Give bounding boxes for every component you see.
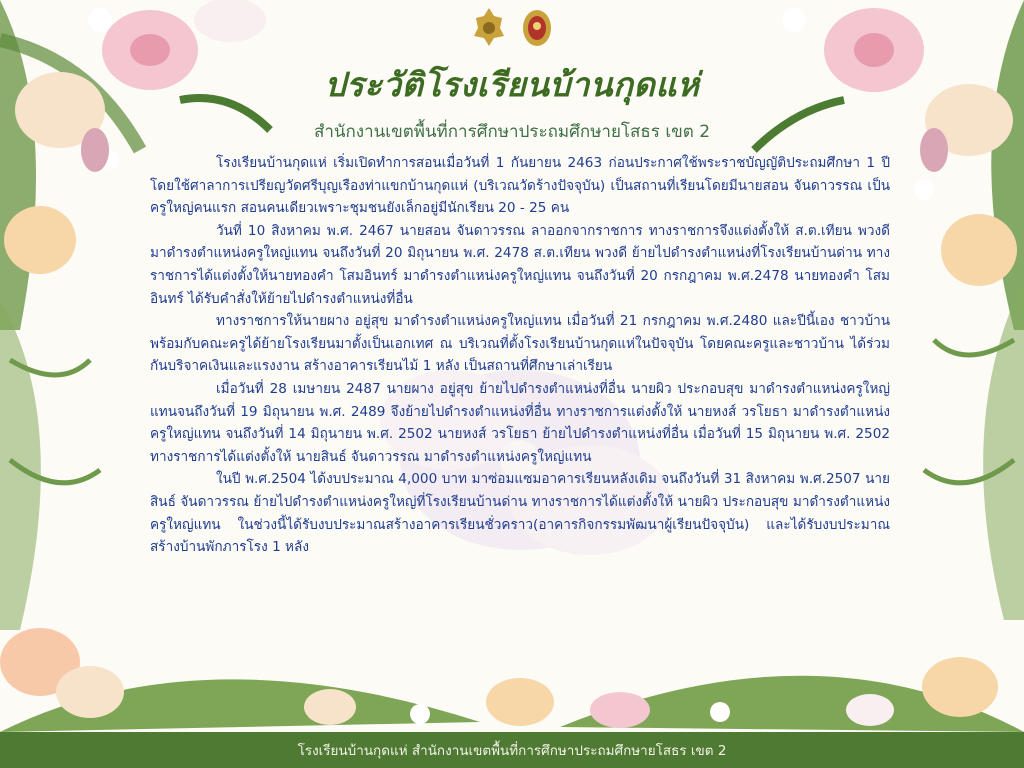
history-paragraph: โรงเรียนบ้านกุดแห่ เริ่มเปิดทำการสอนเมื่อวันที่ 1 กันยายน 2463 ก่อนประกาศใช้พระราชบัญญัติประถมศึกษา 1 ปี โดยใช้ศาลาการเปรียญวัดศรีบุญเรืองท่าแขกบ้านกุดแห่ (บริเวณวัดร้างปัจจุบัน) เป็นสถานที่เรียนโดยมีนายสอน จันดาวรรณ เป็นครูใหญ่คนแรก สอนคนเดียวเพราะชุมชนยังเล็กอยู่มีนักเรียน 20 - 25 คน bbox=[150, 155, 890, 217]
page-subtitle: สำนักงานเขตพื้นที่การศึกษาประถมศึกษายโสธร เขต 2 bbox=[313, 122, 711, 142]
footer-text: โรงเรียนบ้านกุดแห่ สำนักงานเขตพื้นที่การศึกษาประถมศึกษายโสธร เขต 2 bbox=[297, 743, 727, 759]
page-title: ประวัติโรงเรียนบ้านกุดแห่ bbox=[324, 65, 700, 104]
school-seal-icon bbox=[520, 6, 554, 48]
history-paragraph: ในปี พ.ศ.2504 ได้งบประมาณ 4,000 บาท มาซ่อมแซมอาคารเรียนหลังเดิม จนถึงวันที่ 31 สิงหาคม พ.ศ.2507 นายสินธ์ จันดาวรรณ ย้ายไปดำรงตำแหน่งครูใหญ่ที่โรงเรียนบ้านด่าน ทางราชการได้แต่งตั้งให้ นายผิว ประกอบสุข มาดำรงตำแหน่งครูใหญ่แทน ในช่วงนี้ได้รับงบประมาณสร้างอาคารเรียนชั่วคราว(อาคารกิจกรรมพัฒนาผู้เรียนปัจจุบัน) และได้รับงบประมาณสร้างบ้านพักภารโรง 1 หลัง bbox=[150, 471, 890, 556]
history-body bbox=[150, 152, 890, 559]
header-logos bbox=[448, 6, 578, 52]
leaf-decoration-right bbox=[914, 280, 1024, 620]
history-paragraph: เมื่อวันที่ 28 เมษายน 2487 นายผาง อยู่สุข ย้ายไปดำรงตำแหน่งที่อื่น นายผิว ประกอบสุข มาดำรงตำแหน่งครูใหญ่แทนจนถึงวันที่ 19 มิถุนายน พ.ศ. 2489 จึงย้ายไปดำรงตำแหน่งที่อื่น ทางราชการแต่งตั้งให้ นายหงส์ วรโยธา มาดำรงตำแหน่งครูใหญ่แทน จนถึงวันที่ 14 มิถุนายน พ.ศ. 2502 นายหงส์ วรโยธา ย้ายไปดำรงตำแหน่งที่อื่น เมื่อวันที่ 15 มิถุนายน พ.ศ. 2502 ทางราชการได้แต่งตั้งให้ นายสินธ์ จันดาวรรณ มาดำรงตำแหน่งครูใหญ่แทน bbox=[150, 380, 890, 465]
leaf-decoration-left bbox=[0, 300, 110, 630]
floral-decoration-bottom bbox=[0, 602, 1024, 732]
footer-bar bbox=[0, 732, 1024, 768]
history-paragraph: วันที่ 10 สิงหาคม พ.ศ. 2467 นายสอน จันดาวรรณ ลาออกจากราชการ ทางราชการจึงแต่งตั้งให้ ส.ต.เทียน พวงดี มาดำรงตำแหน่งครูใหญ่แทน จนถึงวันที่ 20 มิถุนายน พ.ศ. 2478 ส.ต.เทียน พวงดี ย้ายไปดำรงตำแหน่งที่โรงเรียนบ้านด่าน ทางราชการได้แต่งตั้งให้นายทองคำ โสมอินทร์ มาดำรงตำแหน่งครูใหญ่แทน จนถึงวันที่ 20 กรกฎาคม พ.ศ.2478 นายทองคำ โสมอินทร์ ได้รับคำสั่งให้ย้ายไปดำรงตำแหน่งที่อื่น bbox=[150, 222, 890, 307]
ministry-emblem-icon bbox=[472, 6, 506, 48]
history-paragraph: ทางราชการให้นายผาง อยู่สุข มาดำรงตำแหน่งครูใหญ่แทน เมื่อวันที่ 21 กรกฎาคม พ.ศ.2480 และปีนี้เอง ชาวบ้านพร้อมกับคณะครูได้ย้ายโรงเรียนมาตั้งเป็นเอกเทศ ณ บริเวณที่ตั้งโรงเรียนบ้านกุดแห่ในปัจจุบัน โดยคณะครูและชาวบ้าน ได้ร่วมกันบริจาคเงินและแรงงาน สร้างอาคารเรียนไม้ 1 หลัง เป็นสถานที่ศึกษาเล่าเรียน bbox=[150, 313, 890, 375]
